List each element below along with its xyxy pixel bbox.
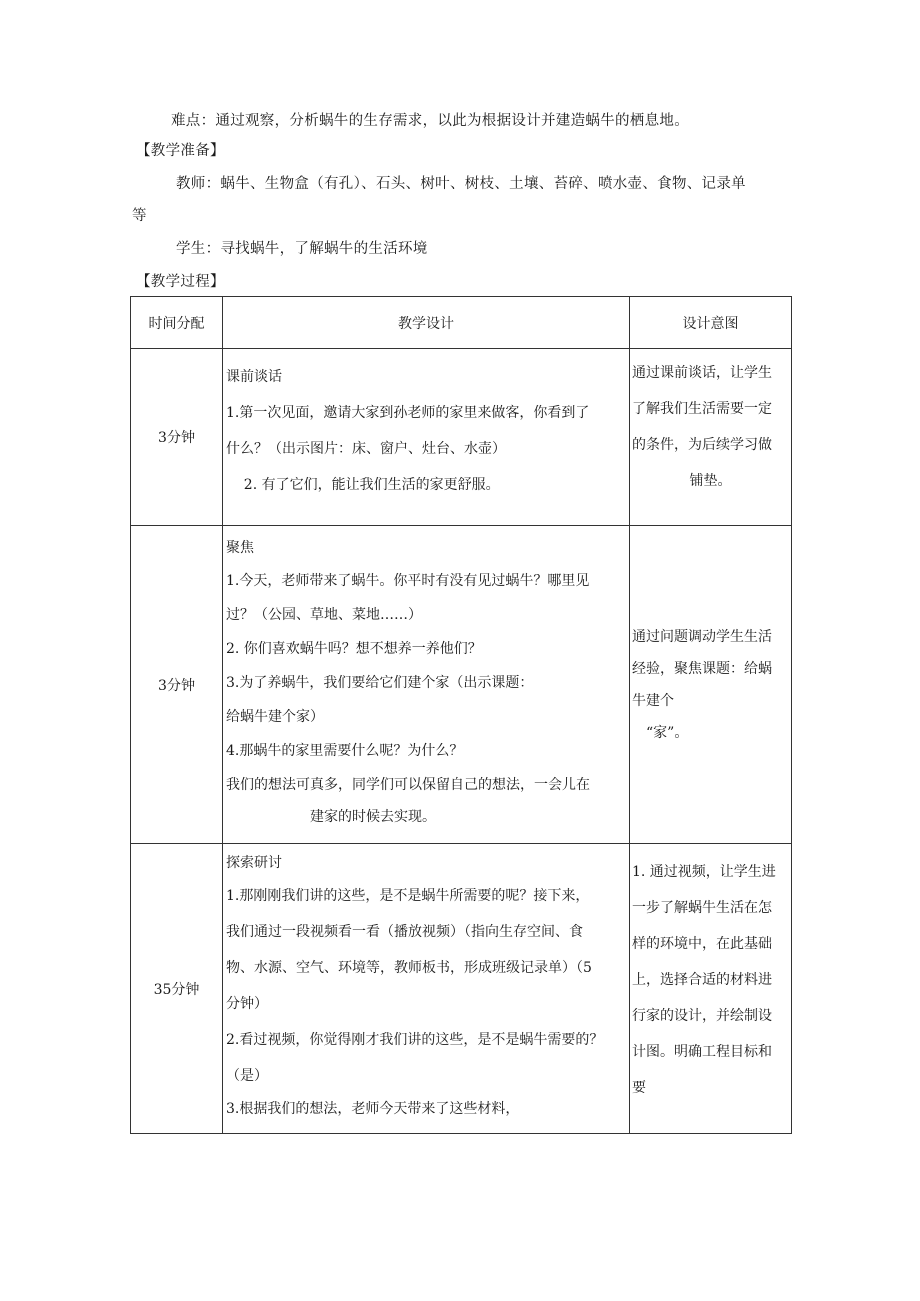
time-cell: 3分钟 <box>131 349 223 526</box>
design-line: 分钟） <box>226 996 268 1012</box>
intent-line: 的条件，为后续学习做 <box>632 437 772 453</box>
design-cell <box>223 349 630 526</box>
intent-line: 了解我们生活需要一定 <box>632 401 772 417</box>
intent-line: 经验，聚焦课题：给蜗 <box>632 660 772 677</box>
header-intent: 设计意图 <box>630 297 792 349</box>
intent-line: 通过问题调动学生生活 <box>632 628 772 645</box>
intent-cell <box>630 349 792 526</box>
design-line: 1.那刚刚我们讲的这些，是不是蜗牛所需要的呢？接下来， <box>226 888 590 904</box>
time-cell: 3分钟 <box>131 526 223 844</box>
intent-line: 上，选择合适的材料进 <box>632 972 772 988</box>
design-line: 给蜗牛建个家） <box>226 709 324 725</box>
table-row <box>131 349 792 526</box>
design-cell <box>223 526 630 844</box>
header-time: 时间分配 <box>131 297 223 349</box>
intent-line: 一步了解蜗牛生活在怎 <box>632 900 772 916</box>
design-line: （是） <box>226 1068 268 1084</box>
design-line: 课前谈话 <box>226 369 282 385</box>
design-line: 2. 你们喜欢蜗牛吗？想不想养一养他们？ <box>226 641 482 657</box>
design-line: 4.那蜗牛的家里需要什么呢？为什么？ <box>226 743 464 759</box>
intent-cell <box>630 844 792 1134</box>
teacher-prep-line2: 等 <box>132 208 147 224</box>
table-header-row <box>131 297 792 349</box>
design-line: 1.第一次见面，邀请大家到孙老师的家里来做客，你看到了 <box>226 405 590 421</box>
intent-line: 样的环境中，在此基础 <box>632 936 772 952</box>
table-row <box>131 844 792 1134</box>
teacher-prep-line1: 教师：蜗牛、生物盒（有孔）、石头、树叶、树枝、土壤、苔碎、喷水壶、食物、记录单 <box>176 176 746 192</box>
design-cell <box>223 844 630 1134</box>
intent-line: 计图。明确工程目标和 <box>632 1044 772 1060</box>
intent-line: 通过课前谈话，让学生 <box>632 365 772 381</box>
design-line: 我们通过一段视频看一看（播放视频）（指向生存空间、食 <box>226 924 583 940</box>
intent-line: 牛建个 <box>632 692 674 709</box>
table-row <box>131 526 792 844</box>
time-cell: 35分钟 <box>131 844 223 1134</box>
intent-line: 要 <box>632 1080 646 1096</box>
intent-line: 铺垫。 <box>689 473 732 489</box>
design-line: 聚焦 <box>226 540 254 556</box>
prep-heading: 【教学准备】 <box>136 143 225 159</box>
design-line: 我们的想法可真多，同学们可以保留自己的想法，一会儿在 <box>226 777 590 793</box>
design-line: 2.看过视频，你觉得刚才我们讲的这些，是不是蜗牛需要的？ <box>226 1032 604 1048</box>
design-line: 什么？（出示图片：床、窗户、灶台、水壶） <box>226 441 506 457</box>
design-line: 3.根据我们的想法，老师今天带来了这些材料， <box>226 1101 520 1117</box>
intent-line: 1. 通过视频，让学生进 <box>632 864 776 880</box>
lesson-plan-table <box>130 296 792 1134</box>
design-line: 物、水源、空气、环境等，教师板书，形成班级记录单）（5 <box>226 960 592 976</box>
intent-cell <box>630 526 792 844</box>
difficulty-text: 难点：通过观察，分析蜗牛的生存需求，以此为根据设计并建造蜗牛的栖息地。 <box>171 113 689 129</box>
process-heading: 【教学过程】 <box>136 274 225 290</box>
intent-line: 行家的设计，并绘制设 <box>632 1008 772 1024</box>
design-line: 2. 有了它们，能让我们生活的家更舒服。 <box>226 477 500 493</box>
design-line: 1.今天，老师带来了蜗牛。你平时有没有见过蜗牛？哪里见 <box>226 573 590 589</box>
intent-line: “家”。 <box>646 724 689 741</box>
design-line: 探索研讨 <box>226 855 282 871</box>
header-design: 教学设计 <box>223 297 630 349</box>
design-line: 3.为了养蜗牛，我们要给它们建个家（出示课题： <box>226 675 534 691</box>
design-line: 建家的时候去实现。 <box>310 809 436 825</box>
student-prep: 学生：寻找蜗牛，了解蜗牛的生活环境 <box>176 241 428 257</box>
design-line: 过？（公园、草地、菜地……） <box>226 607 422 623</box>
